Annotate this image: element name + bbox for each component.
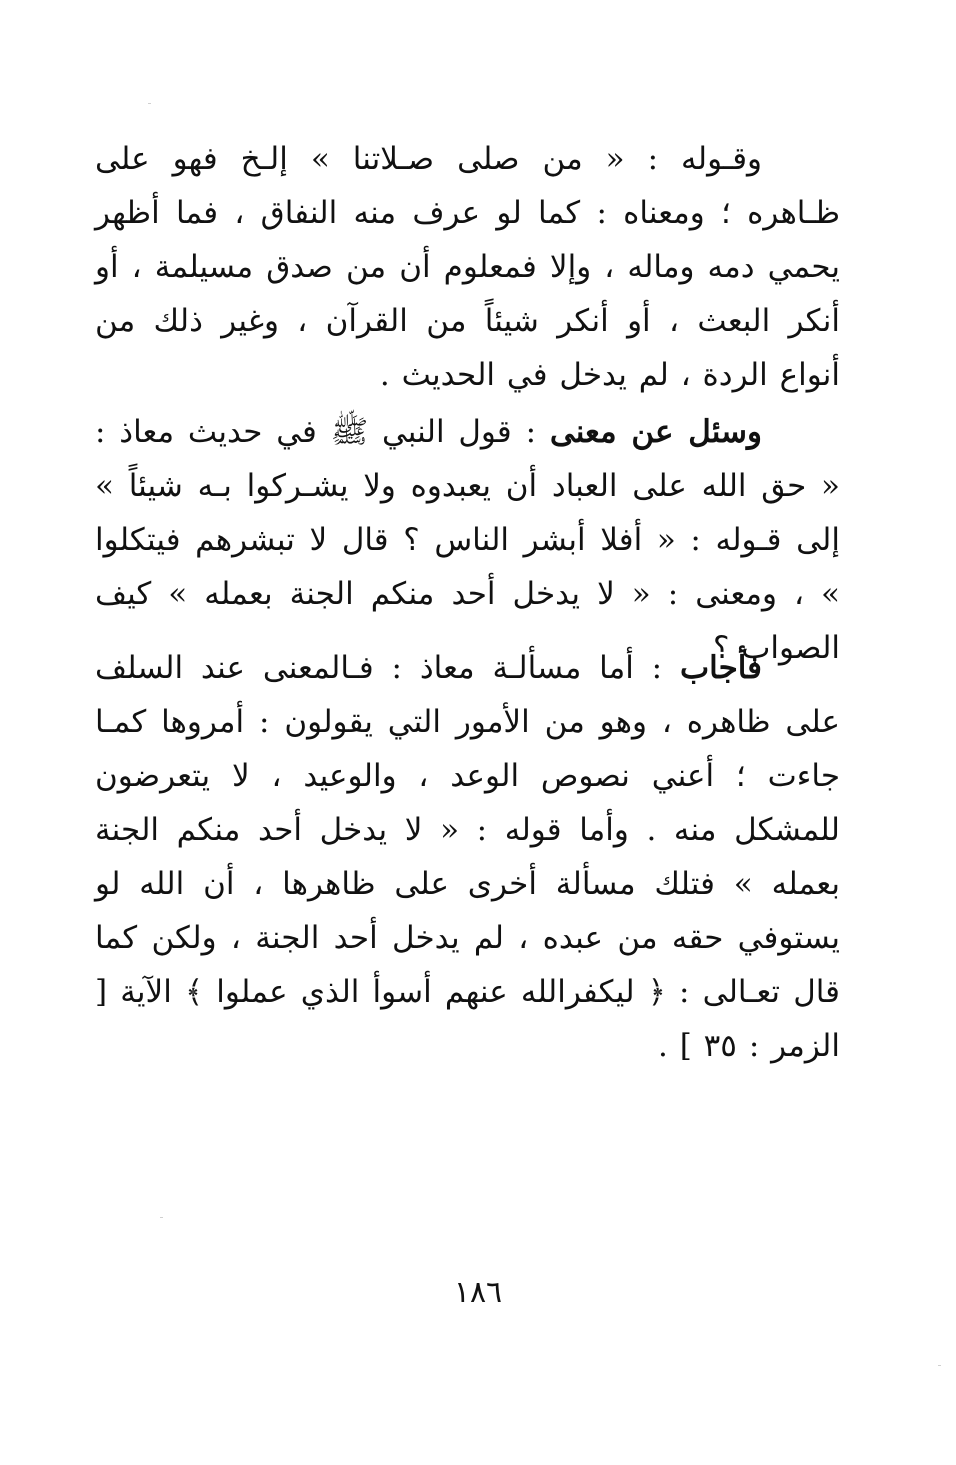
scan-speck bbox=[160, 1217, 163, 1218]
scan-speck bbox=[148, 103, 151, 104]
paragraph-1-text bbox=[95, 132, 840, 402]
paragraph-3 bbox=[95, 641, 840, 1073]
paragraph-3-lead: فأجاب bbox=[679, 650, 762, 686]
paragraph-3-body: : أما مسألـة معاذ : فـالمعنى عند السلف على ظاهره ، وهو من الأمور التي يقولون : أمروها كمـا جاءت ؛ أعني نصوص الوعد ، والوعيد ، لا يتعرضون للمشكل منه . وأما قوله : « لا يدخل أحد منكم الجنة بعمله » فتلك مسألة أخرى على ظاهرها ، أن الله لو يستوفي حقه من عبده ، لم يدخل أحد الجنة ، ولكن كما قال تعـالى : ﴿ ليكفرالله عنهم أسوأ الذي عملوا ﴾ الآية [ الزمر : ٣٥ ] . bbox=[95, 650, 840, 1064]
paragraph-2-body: : قول النبي ﷺ في حديث معاذ : « حق الله على العباد أن يعبدوه ولا يشـركوا بـه شيئاً » إلى قـوله : « أفلا أبشر الناس ؟ قال لا تبشرهم فيتكلوا » ، ومعنى : « لا يدخل أحد منكم الجنة بعمله » كيف الصواب ؟ bbox=[95, 414, 840, 666]
paragraph-3-text bbox=[95, 641, 840, 1073]
paragraph-2-text bbox=[95, 405, 840, 675]
scan-speck bbox=[938, 1365, 941, 1366]
paragraph-2 bbox=[95, 405, 840, 675]
paragraph-1-body: وقـوله : « من صلى صـلاتنا » إلـخ فهو على ظـاهره ؛ ومعناه : كما لو عرف منه النفاق ، فما أظهر يحمي دمه وماله ، وإلا فمعلوم أن من صدق مسيلمة ، أو أنكر البعث ، أو أنكر شيئاً من القرآن ، وغير ذلك من أنواع الردة ، لم يدخل في الحديث . bbox=[95, 141, 840, 393]
paragraph-2-lead: وسئل عن معنى bbox=[549, 414, 763, 450]
paragraph-1 bbox=[95, 132, 840, 402]
page-number: ١٨٦ bbox=[453, 1275, 503, 1310]
